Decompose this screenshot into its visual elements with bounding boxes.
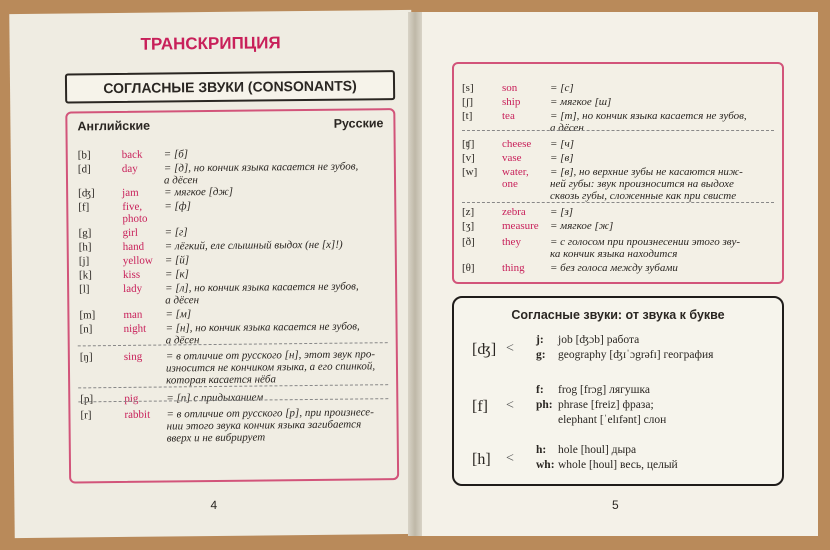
phonetic-symbol: [ʃ] [462,96,473,108]
russian-description: = [ч] [550,138,574,150]
letter-label: wh: [536,459,555,471]
table-row [80,332,388,348]
row-divider [462,202,774,203]
russian-description: = [д], но кончик языка касается не зубов, [163,160,359,175]
russian-description: = [г] [164,226,188,239]
phonetic-symbol [462,248,502,261]
phonetic-symbol: [p] [80,393,94,406]
page-title: ТРАНСКРИПЦИЯ [140,33,281,54]
phonetic-symbol: [b] [77,149,91,162]
page-number: 4 [210,497,218,513]
phonetic-symbol: [g] [78,227,92,240]
phonetic-symbol [462,122,502,135]
transcription: [ʤɪˈɔgrəfɪ] [606,349,664,361]
russian-description: а дёсен [165,294,200,307]
phonetic-symbol: [m] [79,309,96,322]
english-word: tea [502,110,515,122]
book-gutter [408,12,422,536]
english-word: zebra [502,206,526,218]
russian-description: = мягкое [дж] [164,185,234,199]
russian-description: = [в] [550,152,574,164]
example-word: job [558,334,573,346]
spelling-example [536,349,713,361]
english-word: they [502,236,521,248]
english-word-cell [124,392,166,405]
russian-description: = мягкое [ж] [550,220,614,232]
english-word-cell [124,334,166,347]
english-word-cell [123,227,165,240]
english-word: hand [122,240,145,253]
english-word: five, [122,200,143,213]
russian-description: ней губы: звук произносится на выдохе [550,178,734,190]
section-heading: СОГЛАСНЫЕ ЗВУКИ (CONSONANTS) [65,70,395,103]
russian-description: вверх и не вибрирует [166,431,266,445]
box-title: Согласные звуки: от звука к букве [511,308,725,322]
phonetic-symbol [80,335,124,348]
spelling-example [536,414,666,426]
russian-description: = [п] с придыханием [166,391,264,405]
table-row [81,430,389,446]
russian-description: = мягкое [ш] [550,96,612,108]
russian-header: Русские [333,116,384,131]
transcription: [houl] [586,459,620,471]
phonetic-symbol: [v] [462,152,475,164]
branch-arrow-icon: < [506,341,514,356]
english-word: man [123,308,143,321]
example-word: elephant [558,414,597,426]
table-row [462,220,774,233]
english-word: kiss [122,268,141,281]
phonetic-symbol: [f] [78,201,90,214]
english-word: water, [502,166,529,178]
spelling-example [536,399,654,411]
phonetic-symbol: [ð] [462,236,475,248]
russian-description: = [ф] [164,200,191,213]
phonetic-symbol: [s] [462,82,474,94]
letter-label: j: [536,334,544,346]
branch-arrow-icon: < [506,451,514,466]
russian-description: = без голоса между зубами [550,262,678,274]
russian-description: = [н], но кончик языка касается не зубов, [165,320,360,335]
example-word: geography [558,349,607,361]
phonetic-symbol: [z] [462,206,475,218]
english-word: son [502,82,518,94]
table-row [462,262,774,275]
english-word: thing [502,262,525,274]
english-word: yellow [122,254,153,267]
example-word: phrase [558,399,589,411]
translation: слон [643,414,667,426]
phonetic-symbol: [w] [462,166,478,178]
example-word: hole [558,444,578,456]
book-spread [12,12,818,536]
phonetic-symbol: [k] [78,269,92,282]
page-number: 5 [612,498,619,512]
table-row [462,152,774,165]
english-word: lady [123,282,143,295]
spelling-example [536,444,636,456]
left-page [9,10,416,538]
phonetic-symbol [81,433,125,446]
english-word-cell [123,241,165,254]
english-word-cell [502,220,550,233]
russian-description: = [л], но кончик языка касается не зубов, [165,280,359,295]
right-page [416,12,818,536]
translation: дыра [611,444,637,456]
english-word: rabbit [124,408,151,421]
sound-to-letter-box [452,296,784,486]
phonetic-symbol: [t] [462,110,473,122]
phonetic-symbol: [r] [80,409,92,422]
russian-description: = [м] [165,308,192,321]
english-word-cell [502,122,550,135]
english-header: Английские [77,118,151,134]
russian-description: = в отличие от русского [н], этот звук про- [165,348,376,363]
phonetic-symbol: [n] [79,323,93,336]
letter-label: h: [536,444,547,456]
phonetic-symbol [79,295,123,308]
english-word-cell [123,269,165,282]
table-row [462,82,774,95]
transcription: [houl] [577,444,612,456]
english-word-cell [123,309,165,322]
english-word-cell [502,138,550,151]
english-word-cell [502,206,550,219]
english-word: night [123,322,147,335]
russian-description: а дёсен [165,334,200,347]
russian-description: которая касается нёба [166,373,276,387]
russian-description: износится не кончиком языка, а его спинкой, [165,360,376,375]
translation: фраза; [622,399,654,411]
phonetic-symbol: [l] [79,283,90,296]
translation: работа [606,334,640,346]
table-row [462,138,774,151]
sound-symbol: [ʤ] [472,341,497,358]
example-word: frog [558,384,578,396]
letter-label: ph: [536,399,553,411]
english-word-cell [122,149,164,162]
russian-description: = с голосом при произнесении этого зву- [550,236,741,248]
english-word: cheese [502,138,532,150]
consonants-table [65,108,399,483]
english-word-cell [122,213,164,226]
transcription: [frɔg] [577,384,610,396]
english-word-cell [122,187,164,200]
english-word-cell [502,248,550,261]
phonetic-symbol: [d] [77,163,91,176]
russian-description: = в отличие от русского [р], при произнесе- [166,406,374,421]
english-word: pig [124,392,139,405]
phonetic-symbol: [ʒ] [462,220,475,232]
russian-description: = [в], но верхние зубы не касаются ниж- [550,166,743,178]
russian-description: = [б] [163,148,189,161]
example-word: whole [558,459,587,471]
russian-description: а дёсен [163,174,198,187]
russian-description: = [з] [550,206,574,218]
russian-description: = [с] [550,82,574,94]
sound-symbol: [f] [472,398,488,415]
english-word: girl [122,226,138,239]
transcription: [ʤɔb] [572,334,607,346]
translation: лягушка [609,384,650,396]
english-word-cell [502,96,550,109]
english-word: jam [122,186,139,199]
phonetic-symbol: [h] [78,241,92,254]
table-row [462,206,774,219]
english-word-cell [123,255,165,268]
english-word: sing [123,350,143,363]
russian-description: = [к] [164,268,189,281]
english-word-cell [502,152,550,165]
phonetic-symbol: [ŋ] [79,351,93,364]
russian-description: сквозь губы, сложенные как при свисте [550,190,737,202]
english-word-cell [502,262,550,275]
english-word: ship [502,96,521,108]
russian-description: а дёсен [550,122,584,134]
table-row [462,248,774,261]
spelling-example [536,459,678,471]
phonetic-symbol: [j] [78,255,90,268]
translation: весь, целый [619,459,678,471]
phonetic-symbol: [ʤ] [78,187,95,200]
russian-description: ка кончик языка находится [550,248,678,260]
english-word: vase [502,152,522,164]
english-word-cell [123,295,165,308]
consonants-table-continued [452,62,784,284]
phonetic-symbol: [ʧ] [462,138,475,150]
english-word-cell [125,432,167,445]
english-word: day [121,162,138,175]
english-word: measure [502,220,539,232]
english-word: back [121,148,143,161]
spelling-example [536,384,650,396]
row-divider [462,130,774,131]
branch-arrow-icon: < [506,398,514,413]
english-word-cell [502,82,550,95]
english-word: photo [122,212,148,225]
russian-description: = лёгкий, еле слышный выдох (не [х]!) [164,238,343,253]
letter-label: g: [536,349,546,361]
russian-description: нии этого звука кончик языка загибается [166,418,362,433]
column-headers [77,116,383,133]
russian-description: = [т], но кончик языка касается не зубов, [550,110,747,122]
russian-description [164,210,386,225]
phonetic-symbol: [θ] [462,262,475,274]
translation: география [663,349,714,361]
english-word: one [502,178,518,190]
russian-description: = [й] [164,254,190,267]
table-row [462,122,774,135]
letter-label: f: [536,384,544,396]
transcription: [freiz] [588,399,623,411]
phonetic-symbol [78,213,122,226]
spelling-example [536,334,639,346]
sound-symbol: [h] [472,451,491,468]
transcription: [ˈelɪfənt] [596,414,644,426]
table-row [462,96,774,109]
